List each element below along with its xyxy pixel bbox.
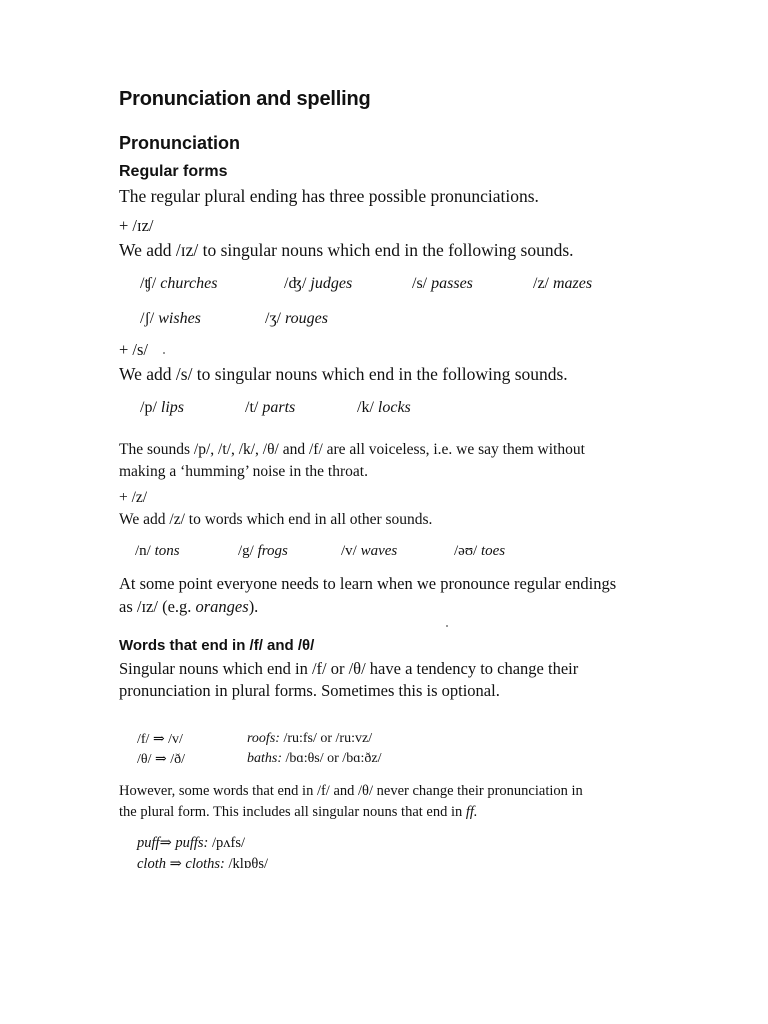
voiceless-note-line-2: making a ‘humming’ noise in the throat. — [119, 463, 368, 480]
rule-change: /θ/ ⇒ /ð/ — [137, 752, 185, 767]
rule-example-word: baths: — [247, 751, 282, 766]
example-item — [412, 275, 473, 293]
ff-example — [137, 835, 245, 852]
example-sound: /p/ — [140, 399, 157, 416]
rule-example-pron: /bɑ:θs/ or /bɑ:ðz/ — [282, 751, 382, 766]
example-word: parts — [262, 399, 296, 416]
page-title: Pronunciation and spelling — [119, 88, 371, 110]
ff-example-pron: /klɒθs/ — [224, 856, 269, 872]
example-word: passes — [431, 275, 473, 292]
example-word: waves — [360, 543, 398, 559]
example-sound: /əʊ/ — [454, 543, 478, 559]
example-sound: /ʤ/ — [284, 275, 307, 292]
example-sound: /ʧ/ — [140, 275, 157, 292]
example-word: churches — [160, 275, 218, 292]
example-sound: /z/ — [533, 275, 549, 292]
example-item — [533, 275, 592, 293]
s-label: + /s/ — [119, 340, 149, 359]
example-sound: /g/ — [238, 543, 254, 559]
example-word: frogs — [257, 543, 288, 559]
ff-example-plural: cloths: — [185, 856, 225, 872]
f-theta-intro-line-2: pronunciation in plural forms. Sometimes this is optional. — [119, 681, 500, 700]
example-sound: /s/ — [412, 275, 428, 292]
example-item — [140, 275, 217, 293]
closing-line-2-text: as /ɪz/ (e.g. — [119, 597, 196, 616]
example-word: tons — [154, 543, 180, 559]
f-theta-intro-line-1: Singular nouns which end in /f/ or /θ/ have a tendency to change their — [119, 659, 579, 678]
section-heading: Pronunciation — [119, 133, 240, 153]
rule-example-word: roofs: — [247, 731, 280, 746]
example-sound: /ʒ/ — [265, 310, 281, 327]
example-word: mazes — [553, 275, 593, 292]
example-item — [357, 399, 411, 417]
however-line-2 — [119, 804, 478, 821]
example-word: rouges — [285, 310, 328, 327]
ff-example-pron: /pʌfs/ — [208, 835, 246, 851]
closing-line-2-example: oranges — [195, 597, 249, 616]
arrow-icon: ⇒ — [159, 835, 172, 851]
rule-example — [247, 731, 372, 747]
scan-speck — [163, 352, 165, 354]
z-rule-text: We add /z/ to words which end in all other sounds. — [119, 511, 433, 528]
however-line-2-example: ff. — [465, 804, 478, 820]
example-word: toes — [480, 543, 506, 559]
rule-example-pron: /ru:fs/ or /ru:vz/ — [279, 731, 373, 746]
regular-intro: The regular plural ending has three possible pronunciations. — [119, 186, 539, 206]
example-item — [238, 543, 288, 560]
however-line-2-text: the plural form. This includes all singular nouns that end in — [119, 804, 466, 820]
example-sound: /ʃ/ — [140, 310, 155, 327]
closing-line-1: At some point everyone needs to learn when we pronounce regular endings — [119, 574, 617, 593]
s-rule-text: We add /s/ to singular nouns which end in the following sounds. — [119, 364, 568, 384]
example-sound: /v/ — [341, 543, 357, 559]
example-sound: /n/ — [135, 543, 151, 559]
arrow-icon: ⇒ — [169, 856, 182, 872]
example-item — [245, 399, 295, 417]
example-sound: /t/ — [245, 399, 259, 416]
rule-example — [247, 751, 382, 767]
example-word: lips — [160, 399, 185, 416]
closing-line-2-end: ). — [248, 597, 259, 616]
example-item — [284, 275, 352, 293]
ff-example — [137, 856, 268, 873]
ff-example-singular: puff — [137, 835, 160, 851]
example-item — [140, 399, 184, 417]
scan-speck — [446, 625, 448, 627]
voiceless-note-line-1: The sounds /p/, /t/, /k/, /θ/ and /f/ are all voiceless, i.e. we say them without — [119, 441, 585, 458]
ff-example-plural: puffs: — [175, 835, 209, 851]
example-sound: /k/ — [357, 399, 374, 416]
closing-line-2 — [119, 597, 258, 617]
example-item — [265, 310, 328, 328]
subsection-heading-regular-forms: Regular forms — [119, 163, 228, 180]
however-line-1: However, some words that end in /f/ and /θ/ never change their pronunciation in — [119, 783, 583, 799]
example-item — [140, 310, 201, 328]
example-word: locks — [377, 399, 411, 416]
example-item — [454, 543, 505, 560]
example-item — [135, 543, 180, 560]
z-label: + /z/ — [119, 489, 148, 506]
example-word: judges — [310, 275, 353, 292]
ff-example-singular: cloth — [137, 856, 166, 872]
iz-label: + /ɪz/ — [119, 216, 154, 235]
example-item — [341, 543, 397, 560]
subsection-heading-f-theta: Words that end in /f/ and /θ/ — [119, 637, 315, 654]
rule-change: /f/ ⇒ /v/ — [137, 732, 183, 747]
example-word: wishes — [158, 310, 201, 327]
iz-rule-text: We add /ɪz/ to singular nouns which end in the following sounds. — [119, 240, 574, 260]
